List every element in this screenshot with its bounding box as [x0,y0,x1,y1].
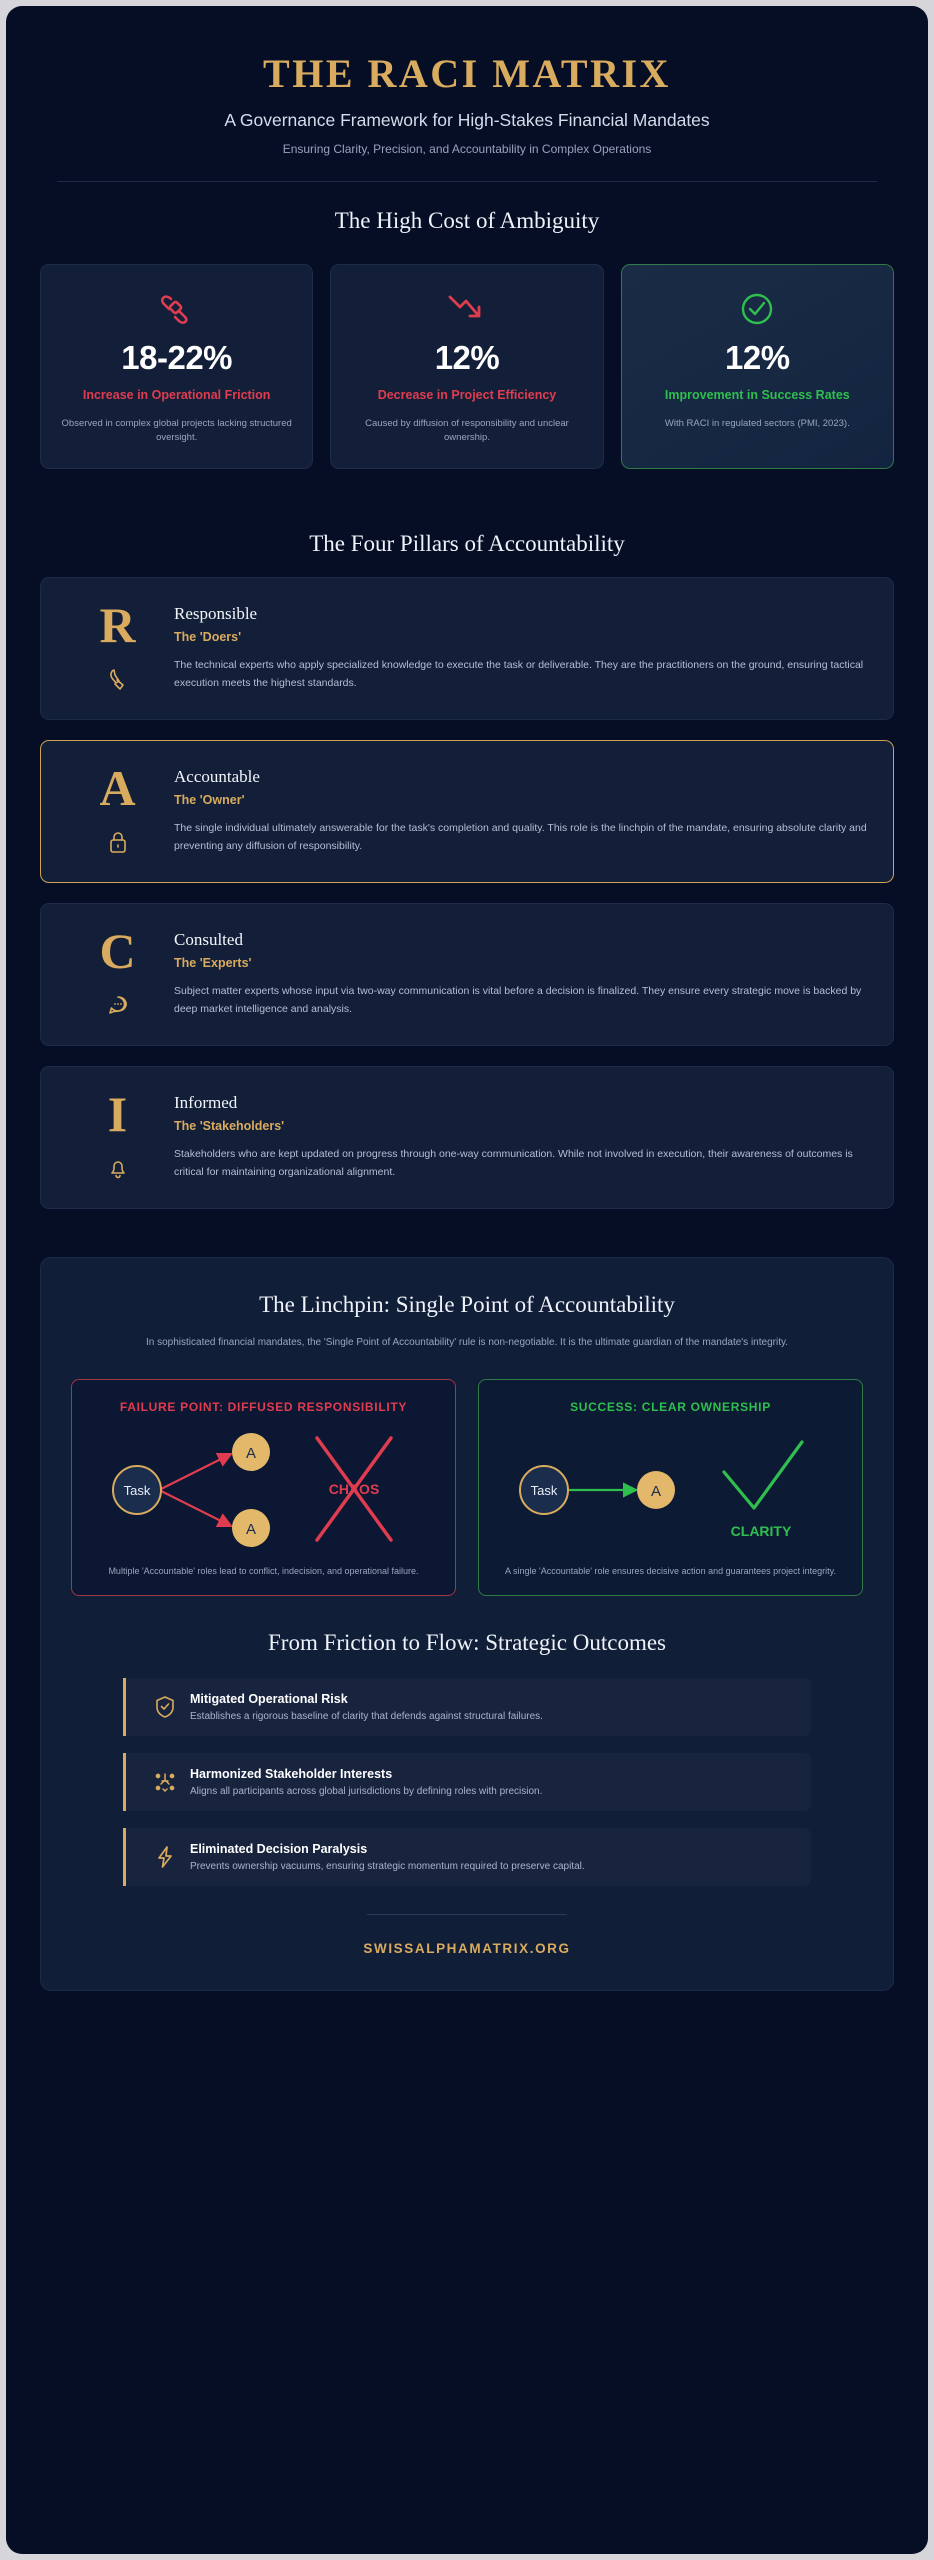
failure-panel [71,1379,456,1596]
pillar-left [65,761,170,860]
shield-check-icon [144,1695,186,1719]
pillar-description: The technical experts who apply specialized knowledge to execute the task or deliverable. They are the practitioners on the ground, ensuring tactical execution meets the highest standards. [174,658,864,689]
outcome-description: Aligns all participants across global jurisdictions by defining roles with precision. [190,1785,543,1797]
checkmark-icon [724,1442,802,1508]
comparison-panels [71,1379,863,1596]
footer-divider [367,1914,567,1915]
page-title: THE RACI MATRIX [263,51,671,96]
pillar-letter: A [99,759,136,816]
outcome-title: Eliminated Decision Paralysis [190,1841,368,1856]
hand-pointer-icon [65,666,170,697]
pillar-subtitle: The 'Doers' [174,629,242,644]
outcome-title: Mitigated Operational Risk [190,1691,348,1706]
pillar-name: Accountable [174,766,260,786]
linchpin-section [40,1257,894,1991]
pillar-letter: I [107,1085,128,1142]
pillar-subtitle: The 'Experts' [174,955,252,970]
section-heading-cost: The High Cost of Ambiguity [334,208,600,233]
pillar-card-responsible [40,577,894,720]
pillar-description: Subject matter experts whose input via two-way communication is vital before a decision is finalized. They ensure every strategic move is backed by deep market intelligence and analysis. [174,984,862,1015]
section-heading-outcomes: From Friction to Flow: Strategic Outcomes [268,1629,666,1655]
stat-label: Improvement in Success Rates [664,388,850,402]
clear-ownership-diagram [506,1430,836,1550]
lightning-bolt-icon [144,1845,186,1869]
pillar-body [170,598,869,697]
stat-value: 12% [725,339,790,376]
pillar-left [65,1087,170,1186]
stat-card [330,264,603,469]
stat-description: Observed in complex global projects lacking structured oversight. [61,418,292,444]
pillar-left [65,924,170,1023]
linchpin-subtext: In sophisticated financial mandates, the 'Single Point of Accountability' rule is non-negotiable. It is the ultimate guardian of the mandate's integrity. [145,1336,789,1348]
outcome-item [123,1753,811,1811]
outcome-text [186,1842,585,1872]
pillar-letter: C [99,922,136,979]
success-panel-note: A single 'Accountable' role ensures decisive action and guarantees project integrity. [505,1566,836,1577]
stat-label: Increase in Operational Friction [82,388,271,402]
success-panel-heading: SUCCESS: CLEAR OWNERSHIP [570,1399,771,1414]
trending-down-icon [345,291,588,329]
page-header [40,36,894,182]
page-tagline: Ensuring Clarity, Precision, and Accountability in Complex Operations [282,142,652,156]
failure-verdict-label: CHAOS [328,1481,379,1498]
outcome-list [71,1678,863,1886]
stat-card [40,264,313,469]
outcome-item [123,1678,811,1736]
pillar-description: Stakeholders who are kept updated on progress through one-way communication. While not involved in execution, their awareness of outcomes is critical for maintaining organizational alignment. [174,1147,853,1178]
pillar-card-accountable [40,740,894,883]
outcome-title: Harmonized Stakeholder Interests [190,1766,393,1781]
pillar-name: Responsible [174,603,258,623]
infographic-page [6,6,928,2554]
stat-label: Decrease in Project Efficiency [377,388,557,402]
success-verdict-label: CLARITY [730,1523,791,1540]
outcome-description: Prevents ownership vacuums, ensuring strategic momentum required to preserve capital. [190,1860,585,1872]
diffused-responsibility-diagram [99,1430,429,1550]
section-heading-linchpin: The Linchpin: Single Point of Accountability [259,1291,675,1317]
pillar-name: Informed [174,1092,238,1112]
stat-description: Caused by diffusion of responsibility and unclear ownership. [365,418,569,444]
pillar-body [170,1087,869,1186]
broken-link-icon [55,291,298,329]
footer-brand: SWISSALPHAMATRIX.ORG [363,1940,571,1956]
lock-icon [65,829,170,860]
outcome-text [186,1692,543,1722]
check-circle-icon [636,291,879,329]
network-nodes-icon [144,1770,186,1794]
failure-panel-heading: FAILURE POINT: DIFFUSED RESPONSIBILITY [119,1399,408,1414]
stat-value: 18-22% [121,339,233,376]
task-node-label: Task [123,1483,150,1499]
pillar-list [40,577,894,1209]
outcome-text [186,1767,542,1797]
pillar-name: Consulted [174,929,243,949]
pillar-subtitle: The 'Owner' [174,792,245,807]
pillar-body [170,924,869,1023]
pillar-body [170,761,869,860]
page-subtitle: A Governance Framework for High-Stakes Financial Mandates [224,110,710,130]
pillar-subtitle: The 'Stakeholders' [174,1118,285,1133]
chat-bubble-icon [65,992,170,1023]
pillar-letter: R [99,596,136,653]
accountable-node-label: A [245,1445,256,1463]
section-heading-pillars: The Four Pillars of Accountability [309,530,625,556]
pillar-card-informed [40,1066,894,1209]
success-panel [478,1379,863,1596]
header-divider [57,181,877,182]
pillar-card-consulted [40,903,894,1046]
stat-card [621,264,894,469]
accountable-node-label: A [245,1521,256,1539]
outcome-description: Establishes a rigorous baseline of clarity that defends against structural failures. [190,1710,543,1722]
pillar-left [65,598,170,697]
task-node-label: Task [530,1483,557,1499]
bell-icon [65,1155,170,1186]
stat-card-list [40,264,894,469]
accountable-node-label: A [650,1483,661,1501]
pillar-description: The single individual ultimately answerable for the task's completion and quality. This role is the linchpin of the mandate, ensuring absolute clarity and preventing any diffusion of responsibility. [174,821,867,852]
stat-description: With RACI in regulated sectors (PMI, 2023). [664,418,850,430]
outcome-item [123,1828,811,1886]
stat-value: 12% [434,339,500,376]
failure-panel-note: Multiple 'Accountable' roles lead to conflict, indecision, and operational failure. [108,1566,419,1577]
